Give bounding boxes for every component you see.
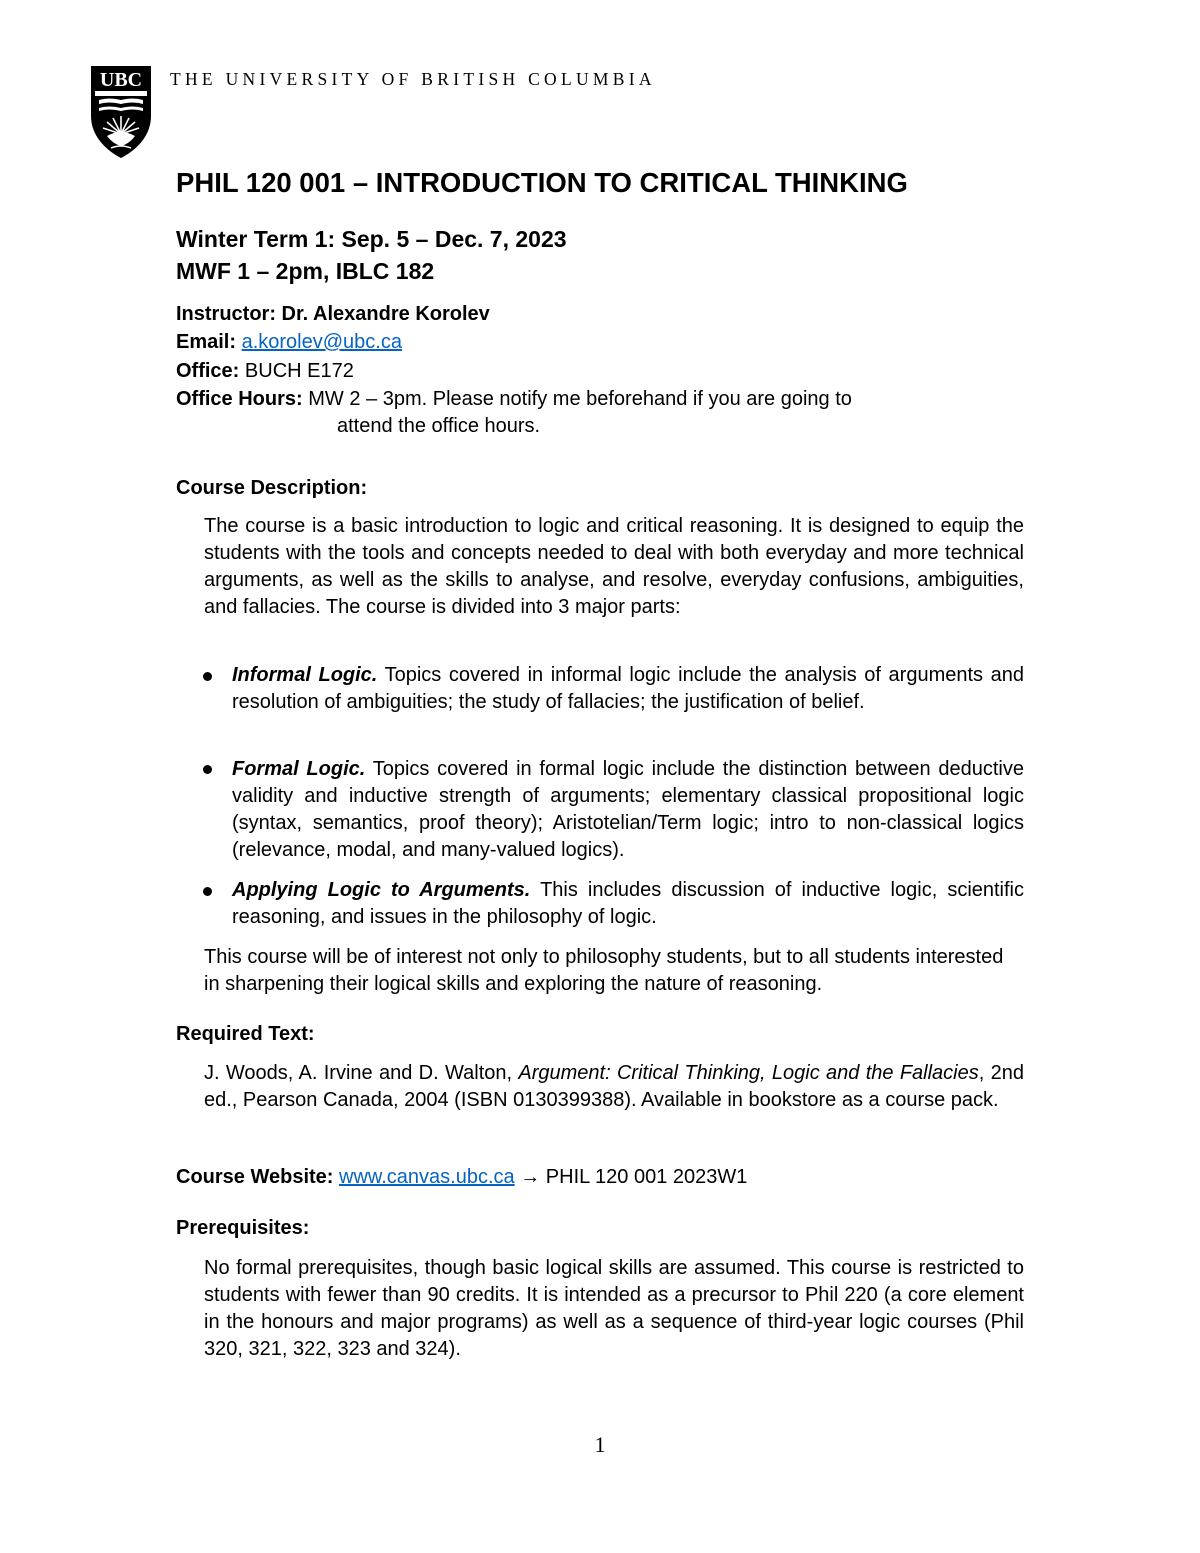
bullet-icon xyxy=(203,887,212,896)
ubc-crest-logo xyxy=(89,64,153,160)
course-schedule: MWF 1 – 2pm, IBLC 182 xyxy=(176,258,435,284)
bullet-formal-logic xyxy=(232,756,1024,864)
office-line xyxy=(176,360,354,383)
office-hours-label: Office Hours: xyxy=(176,388,303,410)
bullet-icon xyxy=(203,765,212,774)
office-hours-continued: attend the office hours. xyxy=(337,415,541,437)
bullet-term: Applying Logic to Arguments. xyxy=(232,879,531,901)
required-text-details: , 2nd ed., Pearson Canada, 2004 (ISBN 0130399388). Available in bookstore as a course pack. xyxy=(204,1062,1024,1111)
required-text-title: Argument: Critical Thinking, Logic and the Fallacies xyxy=(518,1062,979,1084)
required-text-authors: J. Woods, A. Irvine and D. Walton, xyxy=(204,1062,513,1084)
bullet-informal-logic xyxy=(232,662,1024,716)
bullet-body: Topics covered in formal logic include the distinction between deductive validity and inductive strength of arguments; elementary classical propositional logic (syntax, semantics, proof theory); Aristotelian/Term logic; intro to non-classical logics (relevance, modal, and many-valued logics). xyxy=(232,758,1025,861)
course-website-line xyxy=(176,1166,747,1189)
page-number: 1 xyxy=(594,1432,606,1457)
course-term: Winter Term 1: Sep. 5 – Dec. 7, 2023 xyxy=(176,226,567,252)
course-website-code: PHIL 120 001 2023W1 xyxy=(545,1166,748,1188)
email-label: Email: xyxy=(176,331,237,353)
email-link[interactable]: a.korolev@ubc.ca xyxy=(241,331,402,353)
bullet-term: Formal Logic. xyxy=(232,758,366,780)
logo-text: UBC xyxy=(99,69,143,91)
course-title: PHIL 120 001 – INTRODUCTION TO CRITICAL THINKING xyxy=(176,167,908,198)
email-line xyxy=(176,331,402,354)
bullet-applying-logic xyxy=(232,877,1024,931)
course-description-intro: The course is a basic introduction to logic and critical reasoning. It is designed to equip the students with the tools and concepts needed to deal with both everyday and more technical arguments, as well as the skills to analyse, and resolve, everyday confusions, ambiguities, and fallacies. The course is divided into 3 major parts: xyxy=(204,515,1024,618)
instructor-name: Instructor: Dr. Alexandre Korolev xyxy=(176,303,490,325)
required-text-citation xyxy=(204,1060,1024,1114)
bullet-icon xyxy=(203,672,212,681)
office-label: Office: xyxy=(176,360,240,382)
required-text-heading: Required Text: xyxy=(176,1023,315,1045)
course-description-heading: Course Description: xyxy=(176,477,368,499)
bullet-body: This includes discussion of inductive logic, scientific reasoning, and issues in the philosophy of logic. xyxy=(232,879,1025,928)
university-name: THE UNIVERSITY OF BRITISH COLUMBIA xyxy=(170,69,656,89)
prerequisites-heading: Prerequisites: xyxy=(176,1217,310,1239)
office-hours-line xyxy=(176,388,852,411)
office-hours-value: MW 2 – 3pm. Please notify me beforehand if you are going to xyxy=(308,388,852,410)
office-value: BUCH E172 xyxy=(244,360,354,382)
course-website-label: Course Website: xyxy=(176,1166,334,1188)
course-description-closing: This course will be of interest not only to philosophy students, but to all students interested in sharpening their logical skills and exploring the nature of reasoning. xyxy=(204,946,1004,995)
course-website-link[interactable]: www.canvas.ubc.ca xyxy=(339,1166,515,1188)
prerequisites-text: No formal prerequisites, though basic logical skills are assumed. This course is restricted to students with fewer than 90 credits. It is intended as a precursor to Phil 220 (a core element in the honours and major programs) as well as a sequence of third-year logic courses (Phil 320, 321, 322, 323 and 324). xyxy=(204,1257,1024,1360)
bullet-term: Informal Logic. xyxy=(232,664,378,686)
arrow-right-icon: → xyxy=(520,1166,541,1188)
bullet-body: Topics covered in informal logic include the analysis of arguments and resolution of ambiguities; the study of fallacies; the justification of belief. xyxy=(232,664,1024,713)
